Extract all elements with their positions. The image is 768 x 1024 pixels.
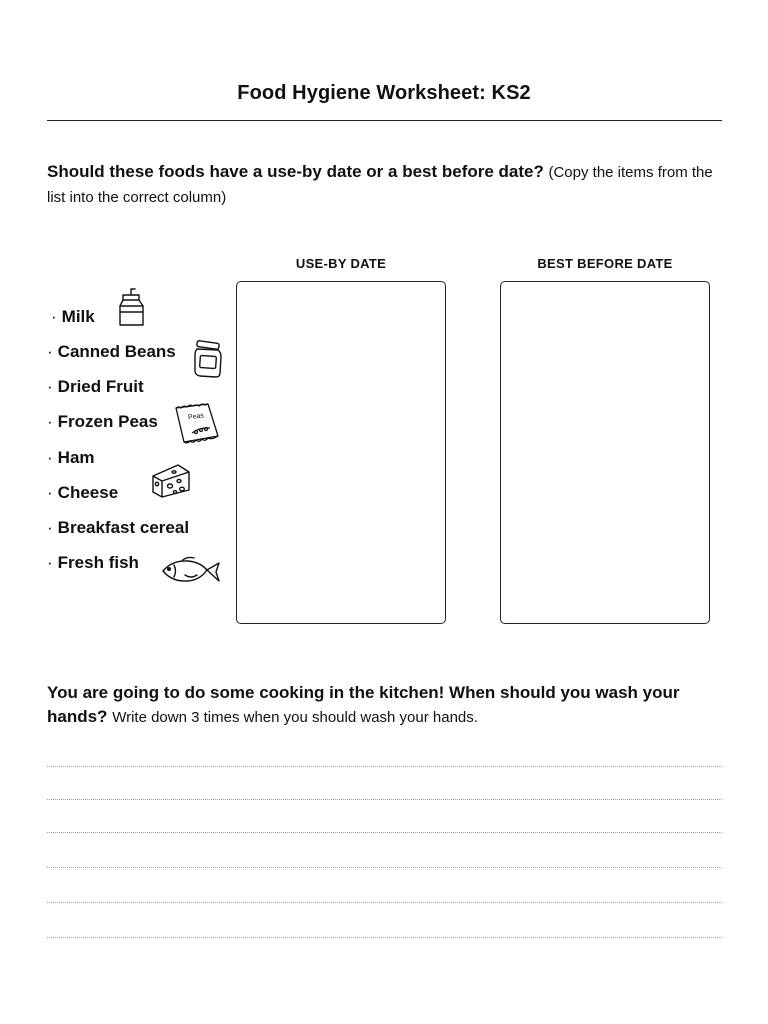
food-item-milk bbox=[51, 307, 95, 327]
food-label: Ham bbox=[57, 448, 95, 467]
peas-bag-label: Peas bbox=[187, 412, 205, 422]
food-label: Fresh fish bbox=[57, 553, 139, 572]
use-by-column-heading: USE-BY DATE bbox=[295, 256, 387, 271]
milk-carton-icon bbox=[116, 288, 146, 333]
food-item-breakfast-cereal bbox=[47, 518, 189, 538]
question-handwashing-instruction: Write down 3 times when you should wash your hands. bbox=[112, 709, 478, 726]
food-item-dried-fruit bbox=[47, 377, 144, 397]
bullet: · bbox=[47, 553, 53, 572]
food-item-cheese bbox=[47, 483, 118, 503]
page-title: Food Hygiene Worksheet: KS2 bbox=[237, 82, 531, 104]
food-item-fresh-fish bbox=[47, 553, 139, 573]
answer-line[interactable] bbox=[47, 766, 722, 767]
bullet: · bbox=[47, 483, 53, 502]
title-divider bbox=[47, 120, 722, 121]
answer-line[interactable] bbox=[47, 799, 722, 800]
best-before-column-heading: BEST BEFORE DATE bbox=[537, 256, 673, 271]
bullet: · bbox=[47, 377, 53, 396]
food-label: Frozen Peas bbox=[57, 412, 158, 431]
fish-icon bbox=[160, 556, 222, 593]
question-handwashing-prompt: You are going to do some cooking in the kitchen! When should you wash your hands? bbox=[47, 683, 680, 726]
cheese-icon bbox=[150, 462, 192, 505]
question-sorting-prompt: Should these foods have a use-by date or a best before date? bbox=[47, 162, 544, 181]
food-label: Canned Beans bbox=[57, 342, 176, 361]
answer-line[interactable] bbox=[47, 937, 722, 938]
answer-line[interactable] bbox=[47, 867, 722, 868]
food-label: Milk bbox=[61, 307, 95, 326]
answer-line[interactable] bbox=[47, 832, 722, 833]
food-item-frozen-peas bbox=[47, 412, 158, 432]
food-label: Breakfast cereal bbox=[57, 518, 190, 537]
question-sorting-instruction: (Copy the items from the list into the correct column) bbox=[47, 164, 713, 206]
question-handwashing bbox=[47, 681, 727, 730]
answer-line[interactable] bbox=[47, 902, 722, 903]
jar-icon bbox=[192, 340, 224, 383]
bullet: · bbox=[51, 307, 57, 326]
bullet: · bbox=[47, 342, 53, 361]
bullet: · bbox=[47, 412, 53, 431]
best-before-answer-box[interactable] bbox=[500, 281, 710, 624]
use-by-answer-box[interactable] bbox=[236, 281, 446, 624]
bullet: · bbox=[47, 448, 53, 467]
food-label: Cheese bbox=[57, 483, 119, 502]
food-item-ham bbox=[47, 448, 95, 468]
bullet: · bbox=[47, 518, 53, 537]
food-label: Dried Fruit bbox=[57, 377, 144, 396]
food-item-canned-beans bbox=[47, 342, 176, 362]
peas-bag-icon bbox=[172, 402, 224, 449]
question-sorting bbox=[47, 160, 727, 210]
